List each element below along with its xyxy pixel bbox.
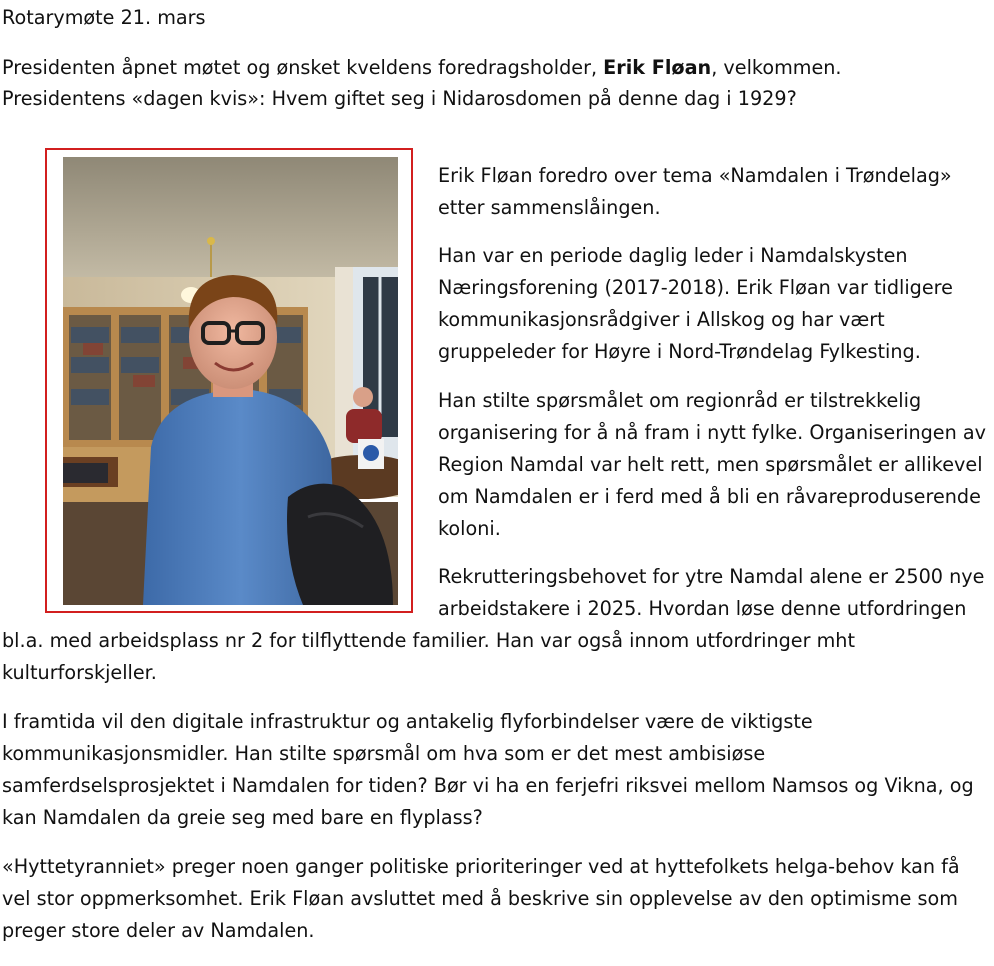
- intro-line-1: [2, 58, 842, 77]
- intro-line-1-before: Presidenten åpnet møtet og ønsket kveldens foredragsholder,: [2, 56, 604, 79]
- side-p2-line-3: kommunikasjonsrådgiver i Allskog og har vært: [438, 308, 885, 331]
- p5-line-4: kan Namdalen da greie seg med bare en flyplass?: [2, 806, 483, 829]
- side-p4-line-1: Rekrutteringsbehovet for ytre Namdal alene er 2500 nye: [438, 565, 985, 588]
- p4-cont-line-1: bl.a. med arbeidsplass nr 2 for tilflyttende familier. Han var også innom utfordringer mht: [2, 629, 855, 652]
- side-p1-line-2: etter sammenslåingen.: [438, 196, 661, 219]
- photo-frame: [45, 148, 413, 613]
- p5-line-3: samferdselsprosjektet i Namdalen for tiden? Bør vi ha en ferjefri riksvei mellom Namsos og Vikna, og: [2, 774, 974, 797]
- intro-line-2: Presidentens «dagen kvis»: Hvem giftet seg i Nidarosdomen på denne dag i 1929?: [2, 87, 797, 110]
- side-p1-line-1: Erik Fløan foredro over tema «Namdalen i Trøndelag»: [438, 164, 952, 187]
- side-p3-line-1: Han stilte spørsmålet om regionråd er tilstrekkelig: [438, 389, 922, 412]
- p5-line-2: kommunikasjonsmidler. Han stilte spørsmål om hva som er det mest ambisiøse: [2, 742, 766, 765]
- p6-line-3: preger store deler av Namdalen.: [2, 919, 315, 942]
- side-p3-line-2: organisering for å nå fram i nytt fylke. Organiseringen av: [438, 421, 986, 444]
- side-p3-line-3: Region Namdal var helt rett, men spørsmålet er allikevel: [438, 453, 983, 476]
- speaker-name: Erik Fløan: [603, 56, 712, 79]
- side-p2-line-1: Han var en periode daglig leder i Namdalskysten: [438, 244, 908, 267]
- p6-line-1: «Hyttetyranniet» preger noen ganger politiske prioriteringer ved at hyttefolkets helga-behov kan få: [2, 855, 960, 878]
- p5-line-1: I framtida vil den digitale infrastruktur og antakelig flyforbindelser være de viktigste: [2, 710, 813, 733]
- document-heading: Rotarymøte 21. mars: [2, 6, 206, 29]
- p4-cont-line-2: kulturforskjeller.: [2, 661, 157, 684]
- side-p3-line-5: koloni.: [438, 517, 501, 540]
- intro-line-1-after: , velkommen.: [711, 56, 842, 79]
- speaker-photo: [63, 157, 398, 605]
- side-p2-line-4: gruppeleder for Høyre i Nord-Trøndelag Fylkesting.: [438, 340, 921, 363]
- side-p2-line-2: Næringsforening (2017-2018). Erik Fløan var tidligere: [438, 276, 953, 299]
- side-p3-line-4: om Namdalen er i ferd med å bli en råvareproduserende: [438, 485, 981, 508]
- side-p4-line-2: arbeidstakere i 2025. Hvordan løse denne utfordringen: [438, 597, 967, 620]
- p6-line-2: vel stor oppmerksomhet. Erik Fløan avsluttet med å beskrive sin opplevelse av den optimisme som: [2, 887, 958, 910]
